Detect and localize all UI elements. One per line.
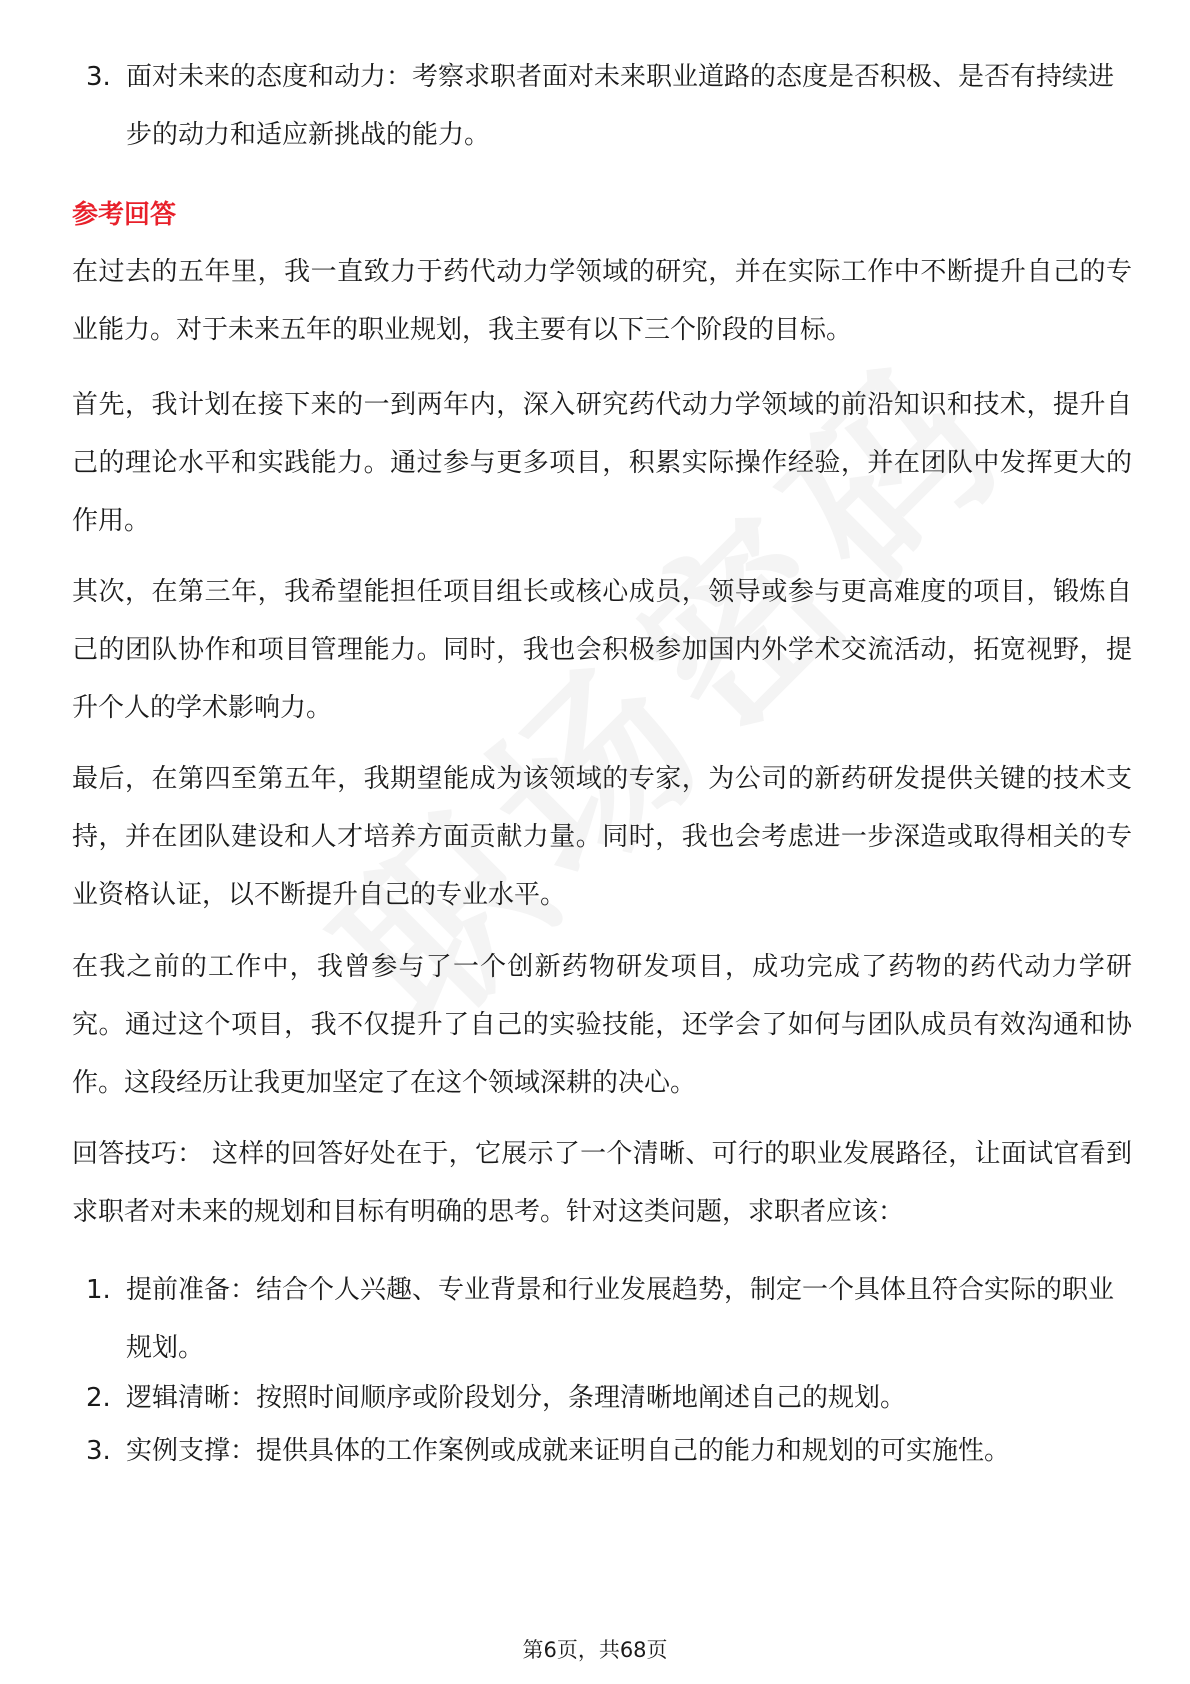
tip-item-3 [72, 1422, 1132, 1480]
criteria-item-3 [72, 48, 1132, 164]
paragraph-tips-intro: 回答技巧： 这样的回答好处在于，它展示了一个清晰、可行的职业发展路径，让面试官看到求职者对未来的规划和目标有明确的思考。针对这类问题，求职者应该： [72, 1139, 1132, 1227]
list-item-text: 提前准备：结合个人兴趣、专业背景和行业发展趋势，制定一个具体且符合实际的职业规划。 [126, 1275, 1115, 1363]
list-item-label: 面对未来的态度和动力： [126, 62, 413, 92]
paragraph-experience: 在我之前的工作中，我曾参与了一个创新药物研发项目，成功完成了药物的药代动力学研究。通过这个项目，我不仅提升了自己的实验技能，还学会了如何与团队成员有效沟通和协作。这段经历让我更加坚定了在这个领域深耕的决心。 [72, 952, 1132, 1098]
paragraph-first: 首先，我计划在接下来的一到两年内，深入研究药代动力学领域的前沿知识和技术，提升自己的理论水平和实践能力。通过参与更多项目，积累实际操作经验，并在团队中发挥更大的作用。 [72, 390, 1132, 536]
list-item-text [126, 48, 1132, 164]
list-number: 2. [86, 1383, 111, 1413]
paragraph-intro: 在过去的五年里，我一直致力于药代动力学领域的研究，并在实际工作中不断提升自己的专业能力。对于未来五年的职业规划，我主要有以下三个阶段的目标。 [72, 257, 1132, 345]
paragraph-last: 最后，在第四至第五年，我期望能成为该领域的专家，为公司的新药研发提供关键的技术支持，并在团队建设和人才培养方面贡献力量。同时，我也会考虑进一步深造或取得相关的专业资格认证，以不断提升自己的专业水平。 [72, 764, 1132, 910]
paragraph-second: 其次，在第三年，我希望能担任项目组长或核心成员，领导或参与更高难度的项目，锻炼自己的团队协作和项目管理能力。同时，我也会积极参加国内外学术交流活动，拓宽视野，提升个人的学术影响力。 [72, 577, 1132, 723]
list-number: 3. [86, 62, 111, 92]
tip-item-2 [72, 1369, 1132, 1427]
list-item-text: 逻辑清晰：按照时间顺序或阶段划分，条理清晰地阐述自己的规划。 [126, 1383, 907, 1413]
tip-item-1 [72, 1261, 1132, 1377]
list-number: 1. [86, 1275, 111, 1305]
list-item-text: 实例支撑：提供具体的工作案例或成就来证明自己的能力和规划的可实施性。 [126, 1436, 1011, 1466]
page-footer: 第6页，共68页 [522, 1638, 668, 1662]
list-item-body: 考察求职者面对未来职业道路的态度是否积极、是否有持续进步的动力和适应新挑战的能力。 [126, 62, 1115, 150]
section-heading: 参考回答 [72, 200, 177, 230]
list-number: 3. [86, 1436, 111, 1466]
